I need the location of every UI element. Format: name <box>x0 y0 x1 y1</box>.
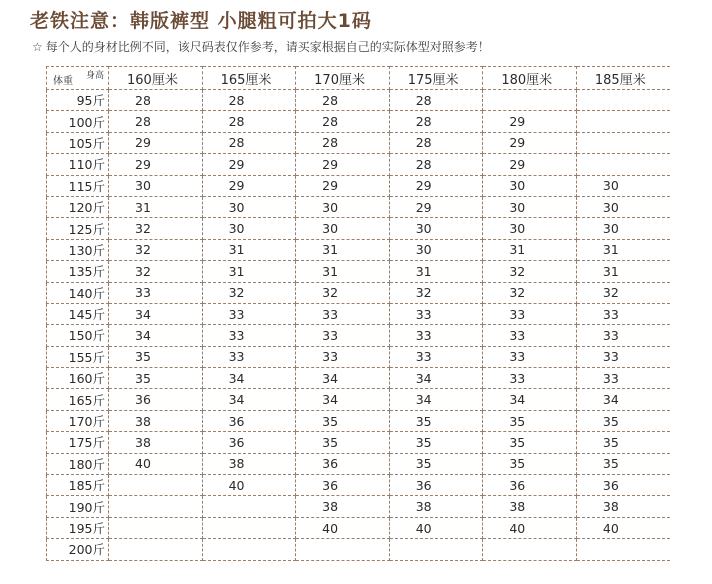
size-cell: 40 <box>296 517 390 538</box>
size-cell: 28 <box>389 154 483 175</box>
table-row <box>47 282 671 303</box>
size-cell: 28 <box>389 111 483 132</box>
size-cell: 36 <box>296 453 390 474</box>
size-cell: 28 <box>202 132 296 153</box>
size-cell: 30 <box>389 218 483 239</box>
size-cell <box>483 539 577 560</box>
table-row <box>47 175 671 196</box>
weight-cell: 175斤 <box>47 432 109 453</box>
size-cell: 33 <box>389 303 483 324</box>
size-cell <box>109 517 203 538</box>
size-cell: 29 <box>483 154 577 175</box>
size-cell: 36 <box>389 475 483 496</box>
size-cell: 33 <box>483 346 577 367</box>
weight-cell: 180斤 <box>47 453 109 474</box>
size-cell: 34 <box>202 389 296 410</box>
table-row <box>47 239 671 260</box>
table-body <box>47 90 671 561</box>
table-row <box>47 303 671 324</box>
weight-cell: 105斤 <box>47 132 109 153</box>
size-cell: 31 <box>202 261 296 282</box>
size-cell: 28 <box>109 90 203 111</box>
weight-cell: 145斤 <box>47 303 109 324</box>
size-cell: 28 <box>389 90 483 111</box>
size-cell: 30 <box>483 218 577 239</box>
size-cell: 34 <box>109 325 203 346</box>
table-row <box>47 90 671 111</box>
table-row <box>47 218 671 239</box>
size-cell: 34 <box>483 389 577 410</box>
size-cell: 34 <box>389 368 483 389</box>
weight-cell: 150斤 <box>47 325 109 346</box>
size-cell: 33 <box>202 325 296 346</box>
size-cell: 29 <box>389 175 483 196</box>
weight-cell: 165斤 <box>47 389 109 410</box>
disclaimer-text: 每个人的身材比例不同，该尺码表仅作参考，请买家根据自己的实际体型对照参考！ <box>45 40 490 54</box>
size-cell: 33 <box>296 303 390 324</box>
size-cell: 28 <box>296 111 390 132</box>
size-cell: 34 <box>202 368 296 389</box>
size-cell: 32 <box>202 282 296 303</box>
size-cell: 33 <box>576 303 670 324</box>
size-cell: 33 <box>576 325 670 346</box>
size-cell: 35 <box>389 453 483 474</box>
weight-cell: 135斤 <box>47 261 109 282</box>
size-cell: 30 <box>202 218 296 239</box>
size-cell: 29 <box>296 175 390 196</box>
size-cell <box>576 90 670 111</box>
size-cell: 30 <box>483 175 577 196</box>
height-column-header: 180厘米 <box>483 67 577 90</box>
size-cell: 29 <box>202 175 296 196</box>
size-cell <box>483 90 577 111</box>
size-cell: 33 <box>202 346 296 367</box>
size-cell: 34 <box>389 389 483 410</box>
size-cell: 31 <box>483 239 577 260</box>
size-cell: 34 <box>109 303 203 324</box>
size-cell <box>202 517 296 538</box>
size-cell <box>109 496 203 517</box>
size-cell: 33 <box>109 282 203 303</box>
table-row <box>47 196 671 217</box>
size-cell: 35 <box>389 432 483 453</box>
size-cell: 28 <box>389 132 483 153</box>
weight-cell: 170斤 <box>47 410 109 431</box>
size-cell: 38 <box>389 496 483 517</box>
weight-axis-label: 体重 <box>53 76 73 87</box>
size-cell: 40 <box>576 517 670 538</box>
size-cell: 30 <box>576 175 670 196</box>
size-cell: 31 <box>202 239 296 260</box>
size-cell: 36 <box>202 432 296 453</box>
size-cell: 30 <box>109 175 203 196</box>
weight-cell: 125斤 <box>47 218 109 239</box>
size-cell: 36 <box>109 389 203 410</box>
size-cell: 31 <box>576 239 670 260</box>
size-cell: 33 <box>202 303 296 324</box>
height-column-header: 165厘米 <box>202 67 296 90</box>
size-cell: 35 <box>296 432 390 453</box>
size-cell: 36 <box>483 475 577 496</box>
size-cell: 35 <box>109 368 203 389</box>
table-row <box>47 496 671 517</box>
size-cell: 29 <box>483 132 577 153</box>
size-cell: 35 <box>576 453 670 474</box>
table-row <box>47 346 671 367</box>
height-axis-label: 身高 <box>85 71 104 81</box>
size-cell <box>202 539 296 560</box>
weight-cell: 110斤 <box>47 154 109 175</box>
size-cell <box>296 539 390 560</box>
size-cell: 28 <box>202 90 296 111</box>
size-cell: 28 <box>202 111 296 132</box>
weight-cell: 140斤 <box>47 282 109 303</box>
size-cell <box>576 539 670 560</box>
size-cell: 33 <box>483 368 577 389</box>
table-row <box>47 432 671 453</box>
size-cell: 35 <box>483 410 577 431</box>
size-cell: 38 <box>296 496 390 517</box>
size-cell: 28 <box>109 111 203 132</box>
size-cell: 30 <box>296 196 390 217</box>
size-cell: 30 <box>296 218 390 239</box>
height-column-header: 175厘米 <box>389 67 483 90</box>
size-cell: 38 <box>109 432 203 453</box>
table-row <box>47 410 671 431</box>
size-cell: 35 <box>389 410 483 431</box>
size-cell: 34 <box>576 389 670 410</box>
size-cell: 31 <box>296 261 390 282</box>
weight-cell: 185斤 <box>47 475 109 496</box>
size-cell: 33 <box>483 303 577 324</box>
size-cell: 33 <box>576 346 670 367</box>
weight-cell: 95斤 <box>47 90 109 111</box>
size-cell: 38 <box>576 496 670 517</box>
size-cell: 33 <box>389 346 483 367</box>
size-cell: 29 <box>202 154 296 175</box>
table-row <box>47 132 671 153</box>
size-cell: 35 <box>576 410 670 431</box>
size-cell: 30 <box>576 196 670 217</box>
size-cell: 35 <box>109 346 203 367</box>
size-cell: 29 <box>389 196 483 217</box>
size-cell: 33 <box>296 325 390 346</box>
weight-cell: 200斤 <box>47 539 109 560</box>
size-cell: 30 <box>202 196 296 217</box>
size-cell <box>576 111 670 132</box>
weight-cell: 160斤 <box>47 368 109 389</box>
height-column-header: 170厘米 <box>296 67 390 90</box>
size-cell: 31 <box>296 239 390 260</box>
weight-cell: 155斤 <box>47 346 109 367</box>
size-cell: 30 <box>483 196 577 217</box>
table-row <box>47 111 671 132</box>
size-cell: 30 <box>576 218 670 239</box>
size-cell: 29 <box>109 154 203 175</box>
size-cell: 36 <box>202 410 296 431</box>
size-cell: 38 <box>109 410 203 431</box>
size-cell: 38 <box>483 496 577 517</box>
size-cell: 35 <box>296 410 390 431</box>
table-header-row <box>47 67 671 90</box>
size-cell: 34 <box>296 389 390 410</box>
weight-cell: 130斤 <box>47 239 109 260</box>
table-row <box>47 325 671 346</box>
corner-header-cell <box>47 67 109 90</box>
table-row <box>47 475 671 496</box>
size-cell: 32 <box>109 239 203 260</box>
size-cell: 29 <box>483 111 577 132</box>
size-cell: 33 <box>296 346 390 367</box>
size-cell: 35 <box>483 453 577 474</box>
table-row <box>47 517 671 538</box>
weight-cell: 115斤 <box>47 175 109 196</box>
height-column-header: 185厘米 <box>576 67 670 90</box>
size-cell: 28 <box>296 132 390 153</box>
page-title: 老铁注意：韩版裤型 小腿粗可拍大1码 <box>30 10 372 32</box>
size-cell: 32 <box>109 261 203 282</box>
size-cell <box>109 475 203 496</box>
disclaimer-note <box>32 38 490 55</box>
table-row <box>47 261 671 282</box>
star-outline-icon: ☆ <box>32 40 43 54</box>
size-cell: 30 <box>389 239 483 260</box>
size-cell: 34 <box>296 368 390 389</box>
table-row <box>47 539 671 560</box>
table-row <box>47 453 671 474</box>
size-cell: 33 <box>483 325 577 346</box>
size-cell: 32 <box>109 218 203 239</box>
size-cell <box>202 496 296 517</box>
weight-cell: 190斤 <box>47 496 109 517</box>
size-cell <box>576 154 670 175</box>
size-cell: 40 <box>202 475 296 496</box>
size-cell: 36 <box>576 475 670 496</box>
table-row <box>47 368 671 389</box>
size-cell: 32 <box>296 282 390 303</box>
weight-cell: 195斤 <box>47 517 109 538</box>
size-cell: 31 <box>109 196 203 217</box>
size-cell: 32 <box>483 261 577 282</box>
size-cell: 32 <box>483 282 577 303</box>
size-cell <box>109 539 203 560</box>
size-cell: 38 <box>202 453 296 474</box>
weight-cell: 120斤 <box>47 196 109 217</box>
size-cell: 33 <box>576 368 670 389</box>
size-cell: 40 <box>109 453 203 474</box>
height-column-header: 160厘米 <box>109 67 203 90</box>
table-row <box>47 389 671 410</box>
size-cell: 36 <box>296 475 390 496</box>
size-cell <box>576 132 670 153</box>
size-cell: 33 <box>389 325 483 346</box>
size-cell <box>389 539 483 560</box>
size-cell: 29 <box>296 154 390 175</box>
size-cell: 40 <box>389 517 483 538</box>
size-cell: 35 <box>483 432 577 453</box>
size-cell: 32 <box>389 282 483 303</box>
table-row <box>47 154 671 175</box>
size-cell: 32 <box>576 282 670 303</box>
weight-cell: 100斤 <box>47 111 109 132</box>
size-cell: 29 <box>109 132 203 153</box>
size-cell: 35 <box>576 432 670 453</box>
size-cell: 28 <box>296 90 390 111</box>
size-chart-table <box>46 66 670 561</box>
size-cell: 31 <box>576 261 670 282</box>
size-cell: 31 <box>389 261 483 282</box>
size-cell: 40 <box>483 517 577 538</box>
